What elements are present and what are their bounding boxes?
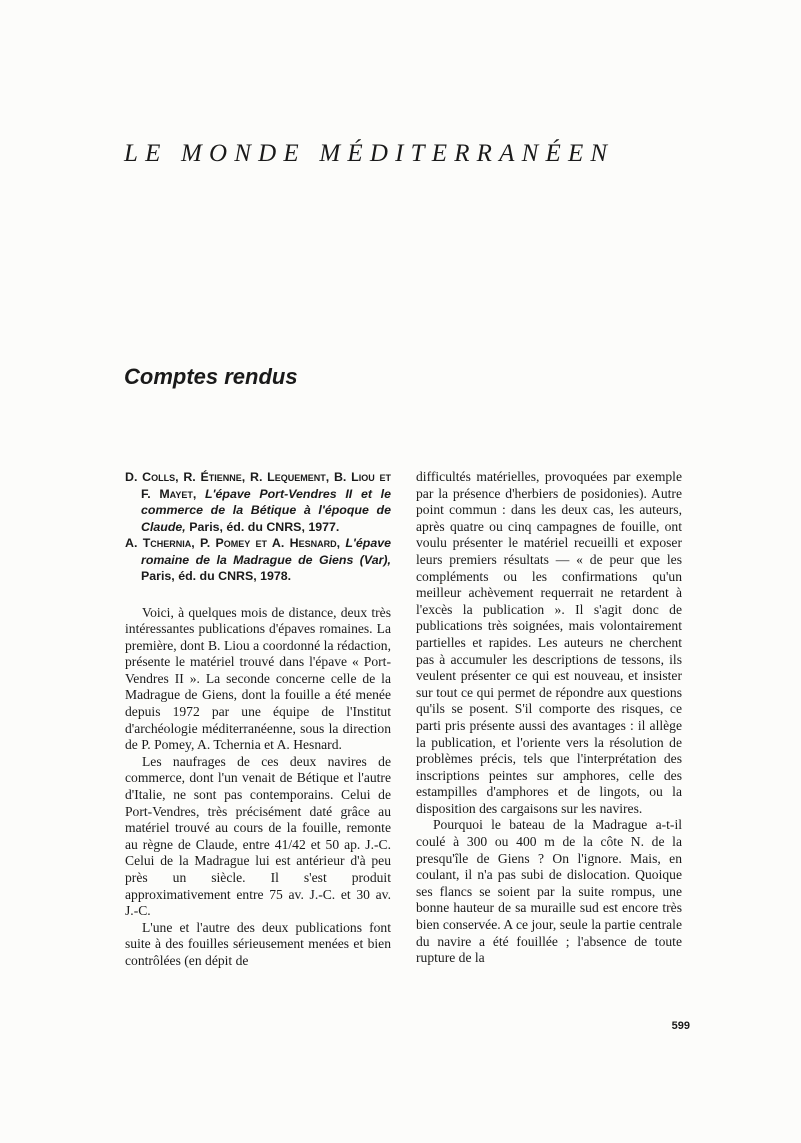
ref-authors: A. Tchernia, P. Pomey et A. Hesnard,: [125, 536, 341, 550]
journal-title: LE MONDE MÉDITERRANÉEN: [124, 140, 615, 167]
paragraph: Pourquoi le bateau de la Madrague a-t-il coulé à 300 ou 400 m de la côte N. de la presqu'île de Giens ? On l'ignore. Mais, en coulant, il n'a pas subi de dislocation. Quoique ses flancs se soient par la suite rompus, une bonne hauteur de sa muraille sud est encore très bien conservée. A ce jour, seule la partie centrale du navire a été fouillée ; l'absence de toute rupture de la: [416, 817, 682, 966]
left-column: [125, 469, 391, 970]
ref-publisher: Paris, éd. du CNRS, 1977.: [189, 519, 340, 534]
right-column: [416, 469, 682, 967]
reviewed-work-2: [125, 535, 391, 585]
ref-book-title: L'épave Port-Vendres II et le commerce de la Bétique à l'époque de Claude,: [141, 486, 391, 534]
paragraph: L'une et l'autre des deux publications font suite à des fouilles sérieusement menées et bien contrôlées (en dépit de: [125, 919, 391, 968]
ref-book-title: L'épave romaine de la Madrague de Giens (Var),: [141, 536, 391, 567]
section-title: Comptes rendus: [124, 364, 298, 389]
paragraph: Les naufrages de ces deux navires de commerce, dont l'un venait de Bétique et l'autre d'Italie, ne sont pas contemporains. Celui de Port-Vendres, très précisément daté grâce au matériel trouvé au cours de la fouille, remonte au règne de Claude, entre 41/42 et 50 ap. J.-C. Celui de la Madrague lui est antérieur d'à peu près un siècle. Il s'est produit approximativement entre 75 av. J.-C. et 30 av. J.-C.: [125, 753, 391, 919]
paragraph: Voici, à quelques mois de distance, deux très intéressantes publications d'épaves romaines. La première, dont B. Liou a coordonné la rédaction, présente le matériel trouvé dans l'épave « Port-Vendres II ». La seconde concerne celle de la Madrague de Giens, dont la fouille a été menée depuis 1972 par une équipe de l'Institut d'archéologie méditerranéenne, sous la direction de P. Pomey, A. Tchernia et A. Hesnard.: [125, 604, 391, 753]
paragraph-continued: difficultés matérielles, provoquées par exemple par la présence d'herbiers de posidonies). Autre point commun : dans les deux cas, les auteurs, après quatre ou cinq campagnes de fouille, ont voulu présenter le matériel recueilli et exposer leurs premiers résultats — « de peur que les compléments ou les confirmations qu'un meilleur achèvement requerrait ne retardent à l'excès la publication ». Il s'agit donc de publications très soignées, mais volontairement partielles et rapides. Les auteurs ne cherchent pas à accumuler les descriptions de tessons, ils veulent présenter ce qui est nouveau, et insister sur tout ce qui permet de répondre aux questions qu'ils se posent. S'il comporte des risques, ce parti pris présente aussi des avantages : il allège la publication, et l'oriente vers la résolution de problèmes précis, tels que l'interprétation des inscriptions peintes sur amphores, celle des estampilles d'amphores et de lingots, ou la disposition des cargaisons sur les navires.: [416, 469, 682, 816]
ref-authors: D. Colls, R. Étienne, R. Lequement, B. Liou et F. Mayet,: [125, 470, 391, 501]
reviewed-works: [125, 469, 391, 585]
ref-publisher: Paris, éd. du CNRS, 1978.: [141, 569, 292, 583]
page-number: 599: [671, 1020, 690, 1032]
reviewed-work-1: [125, 469, 391, 535]
